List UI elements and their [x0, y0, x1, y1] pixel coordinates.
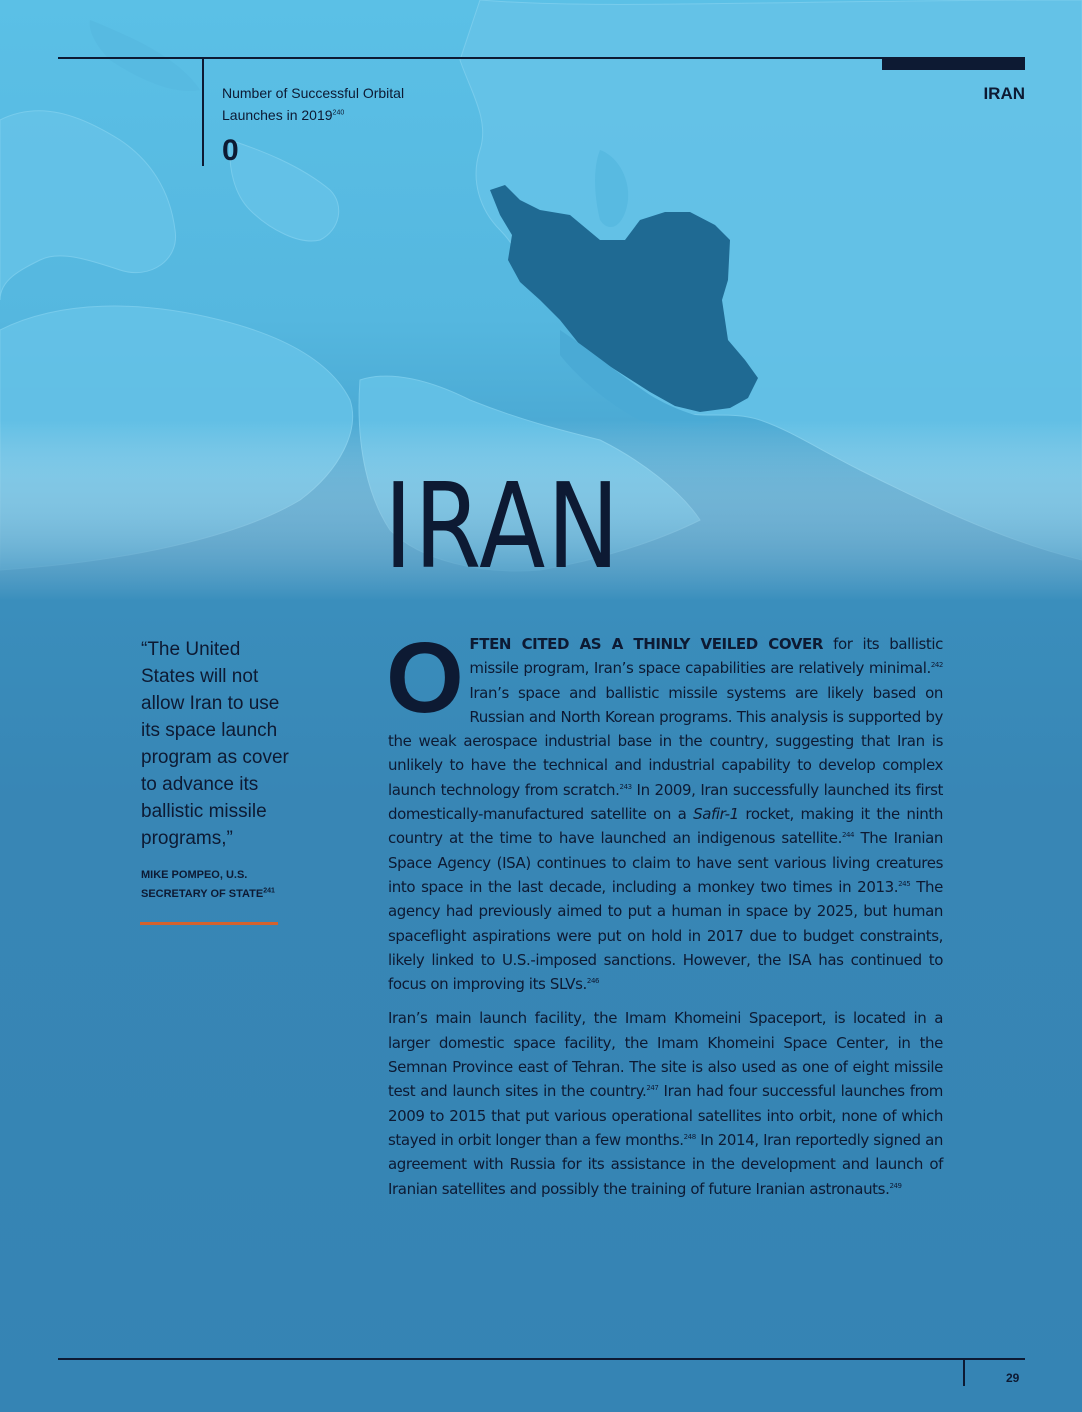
attribution-line2: SECRETARY OF STATE	[141, 888, 264, 900]
stat-label-line1: Number of Successful Orbital	[222, 85, 405, 101]
text-run: FTEN CITED AS A THINLY VEILED COVER	[469, 635, 824, 653]
top-rule-accent	[882, 58, 1025, 70]
text-run: Safir-1	[693, 805, 739, 824]
pull-quote: “The United States will not allow Iran to use its space launch program as cover to advance its ballistic missile programs,”	[141, 639, 289, 849]
article-body	[386, 622, 943, 1211]
footnote-ref: 243	[619, 782, 632, 791]
stat-label	[222, 82, 462, 126]
text-run: Iran’s space and ballistic missile systems are likely based on Russian and North Korean programs. This analysis is supported by the weak aerospace industrial base in the country, suggesting that Iran is unlikely to have the technical and industrial capability to develop complex launch technology from scratch.	[388, 683, 943, 799]
footnote-ref: 248	[683, 1132, 696, 1141]
section-tag: IRAN	[983, 84, 1025, 103]
text-run: In 2009, Iran successfully launched its first domestically-manufactured satellite on a	[388, 780, 943, 824]
paragraph-2-text	[388, 1009, 943, 1197]
footnote-ref: 247	[646, 1084, 659, 1093]
drop-cap: O	[386, 622, 464, 734]
footer-divider	[963, 1358, 965, 1386]
footnote-ref: 246	[586, 977, 600, 986]
footnote-ref: 249	[889, 1181, 902, 1190]
paragraph-1-text	[386, 622, 943, 994]
paragraph-1	[386, 622, 943, 996]
text-run: for its ballistic missile program, Iran’s space capabilities are relatively minimal.	[469, 635, 943, 678]
text-run: Iran had four successful launches from 2009 to 2015 that put various operational satellites into orbit, none of which stayed in orbit longer than a few months.	[388, 1082, 943, 1149]
stat-value: 0	[222, 134, 239, 167]
page-title: IRAN	[384, 457, 621, 595]
text-run: The Iranian Space Agency (ISA) continues to claim to have sent various living creatures into space in the last decade, including a monkey two times in 2013.	[388, 829, 943, 896]
quote-attribution	[141, 866, 301, 904]
footnote-ref: 244	[841, 831, 855, 840]
quote-rule	[140, 922, 278, 925]
bottom-rule	[58, 1358, 1025, 1360]
paragraph-2	[388, 1006, 943, 1200]
attribution-footnote: 241	[263, 887, 275, 895]
text-run: The agency had previously aimed to put a human in space by 2025, but human spaceflight aspirations were put on hold in 2017 due to budget constraints, likely linked to U.S.-imposed sanctions. However, the ISA has continued to focus on improving its SLVs.	[388, 877, 943, 994]
footnote-ref: 245	[898, 879, 911, 888]
page-number: 29	[1006, 1371, 1020, 1385]
text-run: Iran’s main launch facility, the Imam Khomeini Spaceport, is located in a larger domestic space facility, the Imam Khomeini Space Center, in the Semnan Province east of Tehran. The site is also used as one of eight missile test and launch sites in the country.	[388, 1009, 943, 1101]
text-run: In 2014, Iran reportedly signed an agreement with Russia for its assistance in the development and launch of Iranian satellites and possibly the training of future Iranian astronauts.	[388, 1130, 943, 1198]
attribution-line1: MIKE POMPEO, U.S.	[141, 869, 248, 881]
text-run: rocket, making it the ninth country at the time to have launched an indigenous satellite.	[388, 805, 943, 848]
stat-label-footnote: 240	[332, 109, 345, 117]
stat-divider	[202, 58, 204, 166]
footnote-ref: 242	[930, 661, 943, 670]
stat-label-line2: Launches in 2019	[222, 107, 333, 123]
